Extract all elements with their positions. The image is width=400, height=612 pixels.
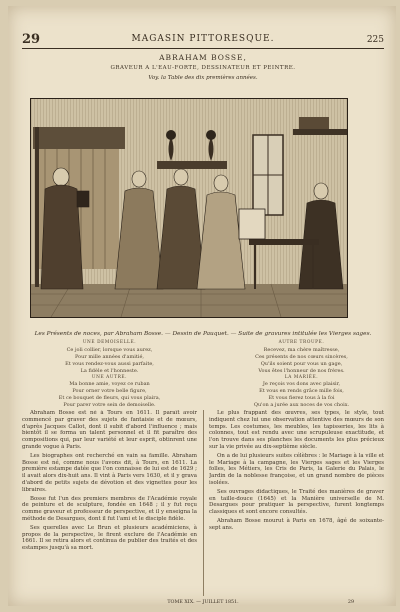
verse-line: Recevez, ma chère maîtresse, <box>263 346 340 353</box>
paragraph: Abraham Bosse mourut à Paris en 1678, âgé de soixante-sept ans. <box>209 517 384 531</box>
page-number: 225 <box>366 35 384 45</box>
body-column-right <box>209 410 384 596</box>
article-subtitle: GRAVEUR A L'EAU-FORTE, DESSINATEUR ET PEINTRE. <box>110 65 296 71</box>
paragraph: Abraham Bosse est né à Tours en 1611. Il paraît avoir commencé par graver des sujets de fantaisie et de mœurs, d'après Jacques Callot, dont il subit d'abord l'influence ; mais bientôt il se forma un talent personnel et il fit paraître des compositions qui, par leur variété et leur esprit, obtinrent une grande vogue à Paris. <box>22 410 197 450</box>
signature-mark: 29 <box>347 600 354 605</box>
verse-left <box>22 340 197 409</box>
page <box>8 6 396 606</box>
verse-line: Ces présents de nos cœurs sincères, <box>255 353 348 360</box>
issue-number: 29 <box>22 32 41 47</box>
figure-caption: Les Présents de noces, par Abraham Bosse. — Dessin de Pauquet. — Suite de gravures intitulée les Vierges sages. <box>34 331 372 337</box>
verse-heading: LA MARIÉE. <box>284 374 319 380</box>
journal-title: MAGASIN PITTORESQUE. <box>131 34 275 44</box>
verse-line: Pour parer votre sein de demoiselle. <box>63 402 156 409</box>
body-column-left <box>22 410 197 596</box>
verse-line: La fidèle et l'honneste. <box>80 367 139 374</box>
column-divider <box>203 410 204 596</box>
verse-line: Et vous fierez tous à la foi <box>268 395 335 402</box>
verse-line: Vous êtes l'honneur de nos frères. <box>258 367 345 374</box>
verse-line: Pour orner votre belle figure, <box>72 388 147 395</box>
verse-line: Et vous rendez-vous aussi parfaite, <box>65 360 154 367</box>
verse-line: Je reçois vos dons avec plaisir, <box>262 381 341 388</box>
verse-line: Ce joli collier, lorsque vous aurez, <box>66 346 153 353</box>
verse-heading: UNE DEMOISELLE. <box>82 340 137 345</box>
article-title: ABRAHAM BOSSE, <box>159 53 247 62</box>
paragraph: Ses querelles avec Le Brun et plusieurs académiciens, à propos de la perspective, le firent exclure de l'Académie en 1661. Il se retira alors et continua de publier des traités et des estampes jusqu'à sa mort. <box>22 524 197 552</box>
verse-heading: AUTRE TROUPE. <box>278 340 325 345</box>
paragraph: Bosse fut l'un des premiers membres de l'Académie royale de peinture et de sculpture, fondée en 1648 ; il y fut reçu comme graveur et professeur de perspective, et il y enseigna la méthode de Desargues, dont il fut l'ami et le disciple fidèle. <box>22 495 197 522</box>
paragraph: Le plus frappant des œuvres, ses types, le style, tout indiquent chez lui une observation attentive des mœurs de son temps. Les costumes, les meubles, les tapisseries, les lits à colonnes, tout est rendu avec une scrupuleuse exactitude, et l'on trouve dans ses planches les documents les plus précieux sur la vie privée au dix-septième siècle. <box>209 410 384 450</box>
footer-volume: TOME XIX. — JUILLET 1851. <box>167 600 239 605</box>
paragraph: On a de lui plusieurs suites célèbres : le Mariage à la ville et le Mariage à la campagne, les Vierges sages et les Vierges folles, les Métiers, les Cris de Paris, la Galerie du Palais, le Jardin de la noblesse françoise, et un grand nombre de pièces isolées. <box>209 452 384 486</box>
verse-line: Qu'on a jurée aux noces de vos choix. <box>253 402 350 409</box>
article-title-block <box>22 53 384 83</box>
verse-line: Ma bonne amie, voyez ce ruban <box>69 381 150 388</box>
verse-line: Et ce bouquet de fleurs, qui vous plaira, <box>58 395 161 402</box>
paragraph: Ses ouvrages didactiques, le Traité des manières de graver en taille-douce (1645) et la Manière universelle de M. Desargues pour pratiquer la perspective, furent longtemps classiques et sont encore consultés. <box>209 488 384 516</box>
verse-heading: UNE AUTRE. <box>91 374 128 380</box>
verse-line: Pour mille années d'amitié, <box>74 353 144 360</box>
verse-line: Qu'ils soient pour vous un gage, <box>260 360 343 367</box>
paragraph: Les biographes ont recherché en vain sa famille. Abraham Bosse est né, comme nous l'avons dit, à Tours, en 1611. La première estampe datée que l'on connaisse de lui est de 1629 ; il avait alors dix-huit ans. Il vint à Paris vers 1630, et il y grava d'abord de petits sujets de dévotion et des vignettes pour les libraires. <box>22 452 197 493</box>
verse-line: Et vous en rends grâce mille fois, <box>259 388 344 395</box>
verse-right <box>214 340 389 409</box>
article-note: Voy. la Table des dix premières années. <box>148 75 258 81</box>
engraving-illustration <box>30 98 348 318</box>
running-header <box>22 32 384 49</box>
page-footer <box>22 600 384 608</box>
